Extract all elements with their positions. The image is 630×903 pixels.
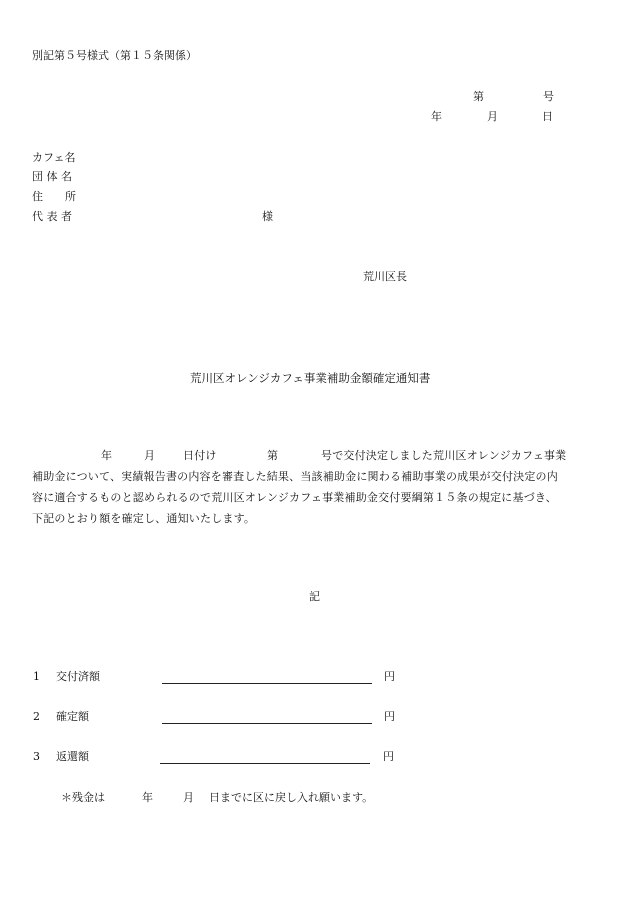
form-identifier: 別記第５号様式（第１５条関係） bbox=[32, 49, 197, 62]
item-unit-yen: 円 bbox=[384, 710, 395, 723]
item-number: 2 bbox=[33, 710, 40, 723]
sender-ward-mayor: 荒川区長 bbox=[363, 270, 407, 283]
body-line4: 下記のとおり額を確定し、通知いたします。 bbox=[32, 512, 256, 525]
date-year-label: 年 bbox=[431, 110, 442, 123]
honorific-sama: 様 bbox=[262, 210, 273, 223]
address-label: 住 所 bbox=[32, 190, 76, 203]
item-unit-yen: 円 bbox=[384, 670, 395, 683]
document-title: 荒川区オレンジカフェ事業補助金額確定通知書 bbox=[190, 371, 431, 385]
amount-blank-line bbox=[162, 683, 372, 684]
cafe-name-label: カフェ名 bbox=[32, 151, 76, 164]
item-unit-yen: 円 bbox=[383, 750, 394, 763]
body-line2: 補助金について、実績報告書の内容を審査した結果、当該補助金に関わる補助事業の成果が交付決定の内 bbox=[32, 470, 558, 483]
body-line1-month: 月 bbox=[144, 449, 156, 462]
item-number: 3 bbox=[33, 750, 40, 763]
document-number-dai: 第 bbox=[473, 90, 484, 103]
ki-heading: 記 bbox=[309, 590, 320, 603]
note-suffix: 日までに区に戻し入れ願います。 bbox=[209, 791, 374, 804]
body-line1-dated: 日付け bbox=[183, 449, 217, 462]
note-prefix: ＊残金は bbox=[61, 791, 105, 804]
date-day-label: 日 bbox=[542, 110, 553, 123]
body-line1-year: 年 bbox=[101, 449, 113, 462]
group-name-label: 団 体 名 bbox=[32, 170, 72, 183]
date-month-label: 月 bbox=[487, 110, 498, 123]
body-line3: 容に適合するものと認められるので荒川区オレンジカフェ事業補助金交付要綱第１５条の規定に基づき、 bbox=[32, 491, 557, 504]
item-label: 確定額 bbox=[56, 710, 89, 723]
item-number: 1 bbox=[33, 670, 40, 683]
body-line1-rest: 号で交付決定しました荒川区オレンジカフェ事業 bbox=[321, 449, 567, 462]
amount-blank-line bbox=[160, 763, 370, 764]
amount-blank-line bbox=[162, 723, 372, 724]
body-line1-dai: 第 bbox=[267, 449, 279, 462]
document-number-go: 号 bbox=[543, 90, 554, 103]
item-label: 交付済額 bbox=[56, 670, 100, 683]
item-label: 返還額 bbox=[56, 750, 89, 763]
representative-label: 代 表 者 bbox=[32, 210, 72, 223]
note-month: 月 bbox=[183, 791, 194, 804]
note-year: 年 bbox=[142, 791, 153, 804]
